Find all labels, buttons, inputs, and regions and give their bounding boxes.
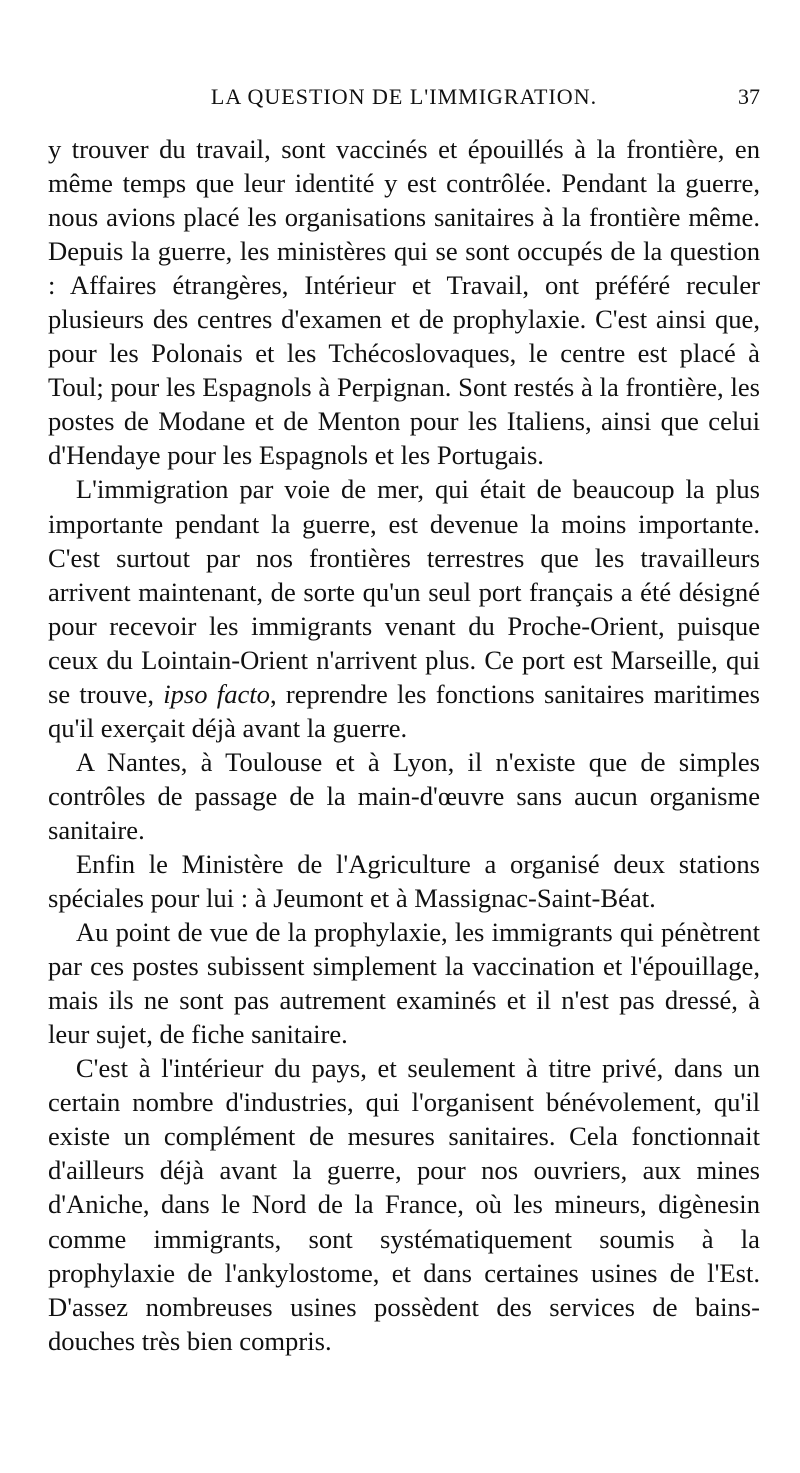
running-head (48, 84, 760, 124)
paragraph-2-text-after: , reprendre les fonctions sanitaires maritimes qu'il exerçait déjà avant la guerre. (48, 678, 760, 743)
body-text (48, 132, 760, 1358)
running-title: LA QUESTION DE L'IMMIGRATION. (210, 84, 598, 109)
paragraph-2 (48, 472, 760, 744)
paragraph-4: Enfin le Ministère de l'Agriculture a organisé deux stations spéciales pour lui : à Jeumont et à Massignac-Saint-Béat. (48, 848, 760, 914)
paragraph-1: y trouver du travail, sont vaccinés et épouillés à la frontière, en même temps que leur identité y est contrôlée. Pendant la guerre, nous avions placé les organisations sanitaires à la frontière même. Depuis la guerre, les ministères qui se sont occupés de la question : Affaires étrangères, Intérieur et Travail, ont préféré reculer plusieurs des centres d'examen et de prophylaxie. C'est ainsi que, pour les Polonais et les Tchécoslovaques, le centre est placé à Toul; pour les Espagnols à Perpignan. Sont restés à la frontière, les postes de Modane et de Menton pour les Italiens, ainsi que celui d'Hendaye pour les Espagnols et les Portugais. (48, 134, 760, 471)
page-number: 37 (738, 84, 760, 109)
paragraph-5: Au point de vue de la prophylaxie, les immigrants qui pénètrent par ces postes subissent simplement la vaccination et l'épouillage, mais ils ne sont pas autrement examinés et il n'est pas dressé, à leur sujet, de fiche sanitaire. (48, 917, 760, 1050)
paragraph-2-text-before: L'immigration par voie de mer, qui était de beaucoup la plus importante pendant la guerre, est devenue la moins importante. C'est surtout par nos frontières terrestres que les travailleurs arrivent maintenant, de sorte qu'un seul port français a été désigné pour recevoir les immigrants venant du Proche-Orient, puisque ceux du Lointain-Orient n'arrivent plus. Ce port est Marseille, qui se trouve, (48, 474, 760, 709)
paragraph-6: C'est à l'intérieur du pays, et seulement à titre privé, dans un certain nombre d'industries, qui l'organisent bénévolement, qu'il existe un complément de mesures sanitaires. Cela fonctionnait d'ailleurs déjà avant la guerre, pour nos ouvriers, aux mines d'Aniche, dans le Nord de la France, où les mineurs, digènesin comme immigrants, sont systématiquement soumis à la prophylaxie de l'ankylostome, et dans certaines usines de l'Est. D'assez nombreuses usines possèdent des services de bains-douches très bien compris. (48, 1053, 760, 1356)
paragraph-3: A Nantes, à Toulouse et à Lyon, il n'existe que de simples contrôles de passage de la main-d'œuvre sans aucun organisme sanitaire. (48, 746, 760, 845)
paragraph-2-italic-phrase: ipso facto (163, 678, 270, 709)
